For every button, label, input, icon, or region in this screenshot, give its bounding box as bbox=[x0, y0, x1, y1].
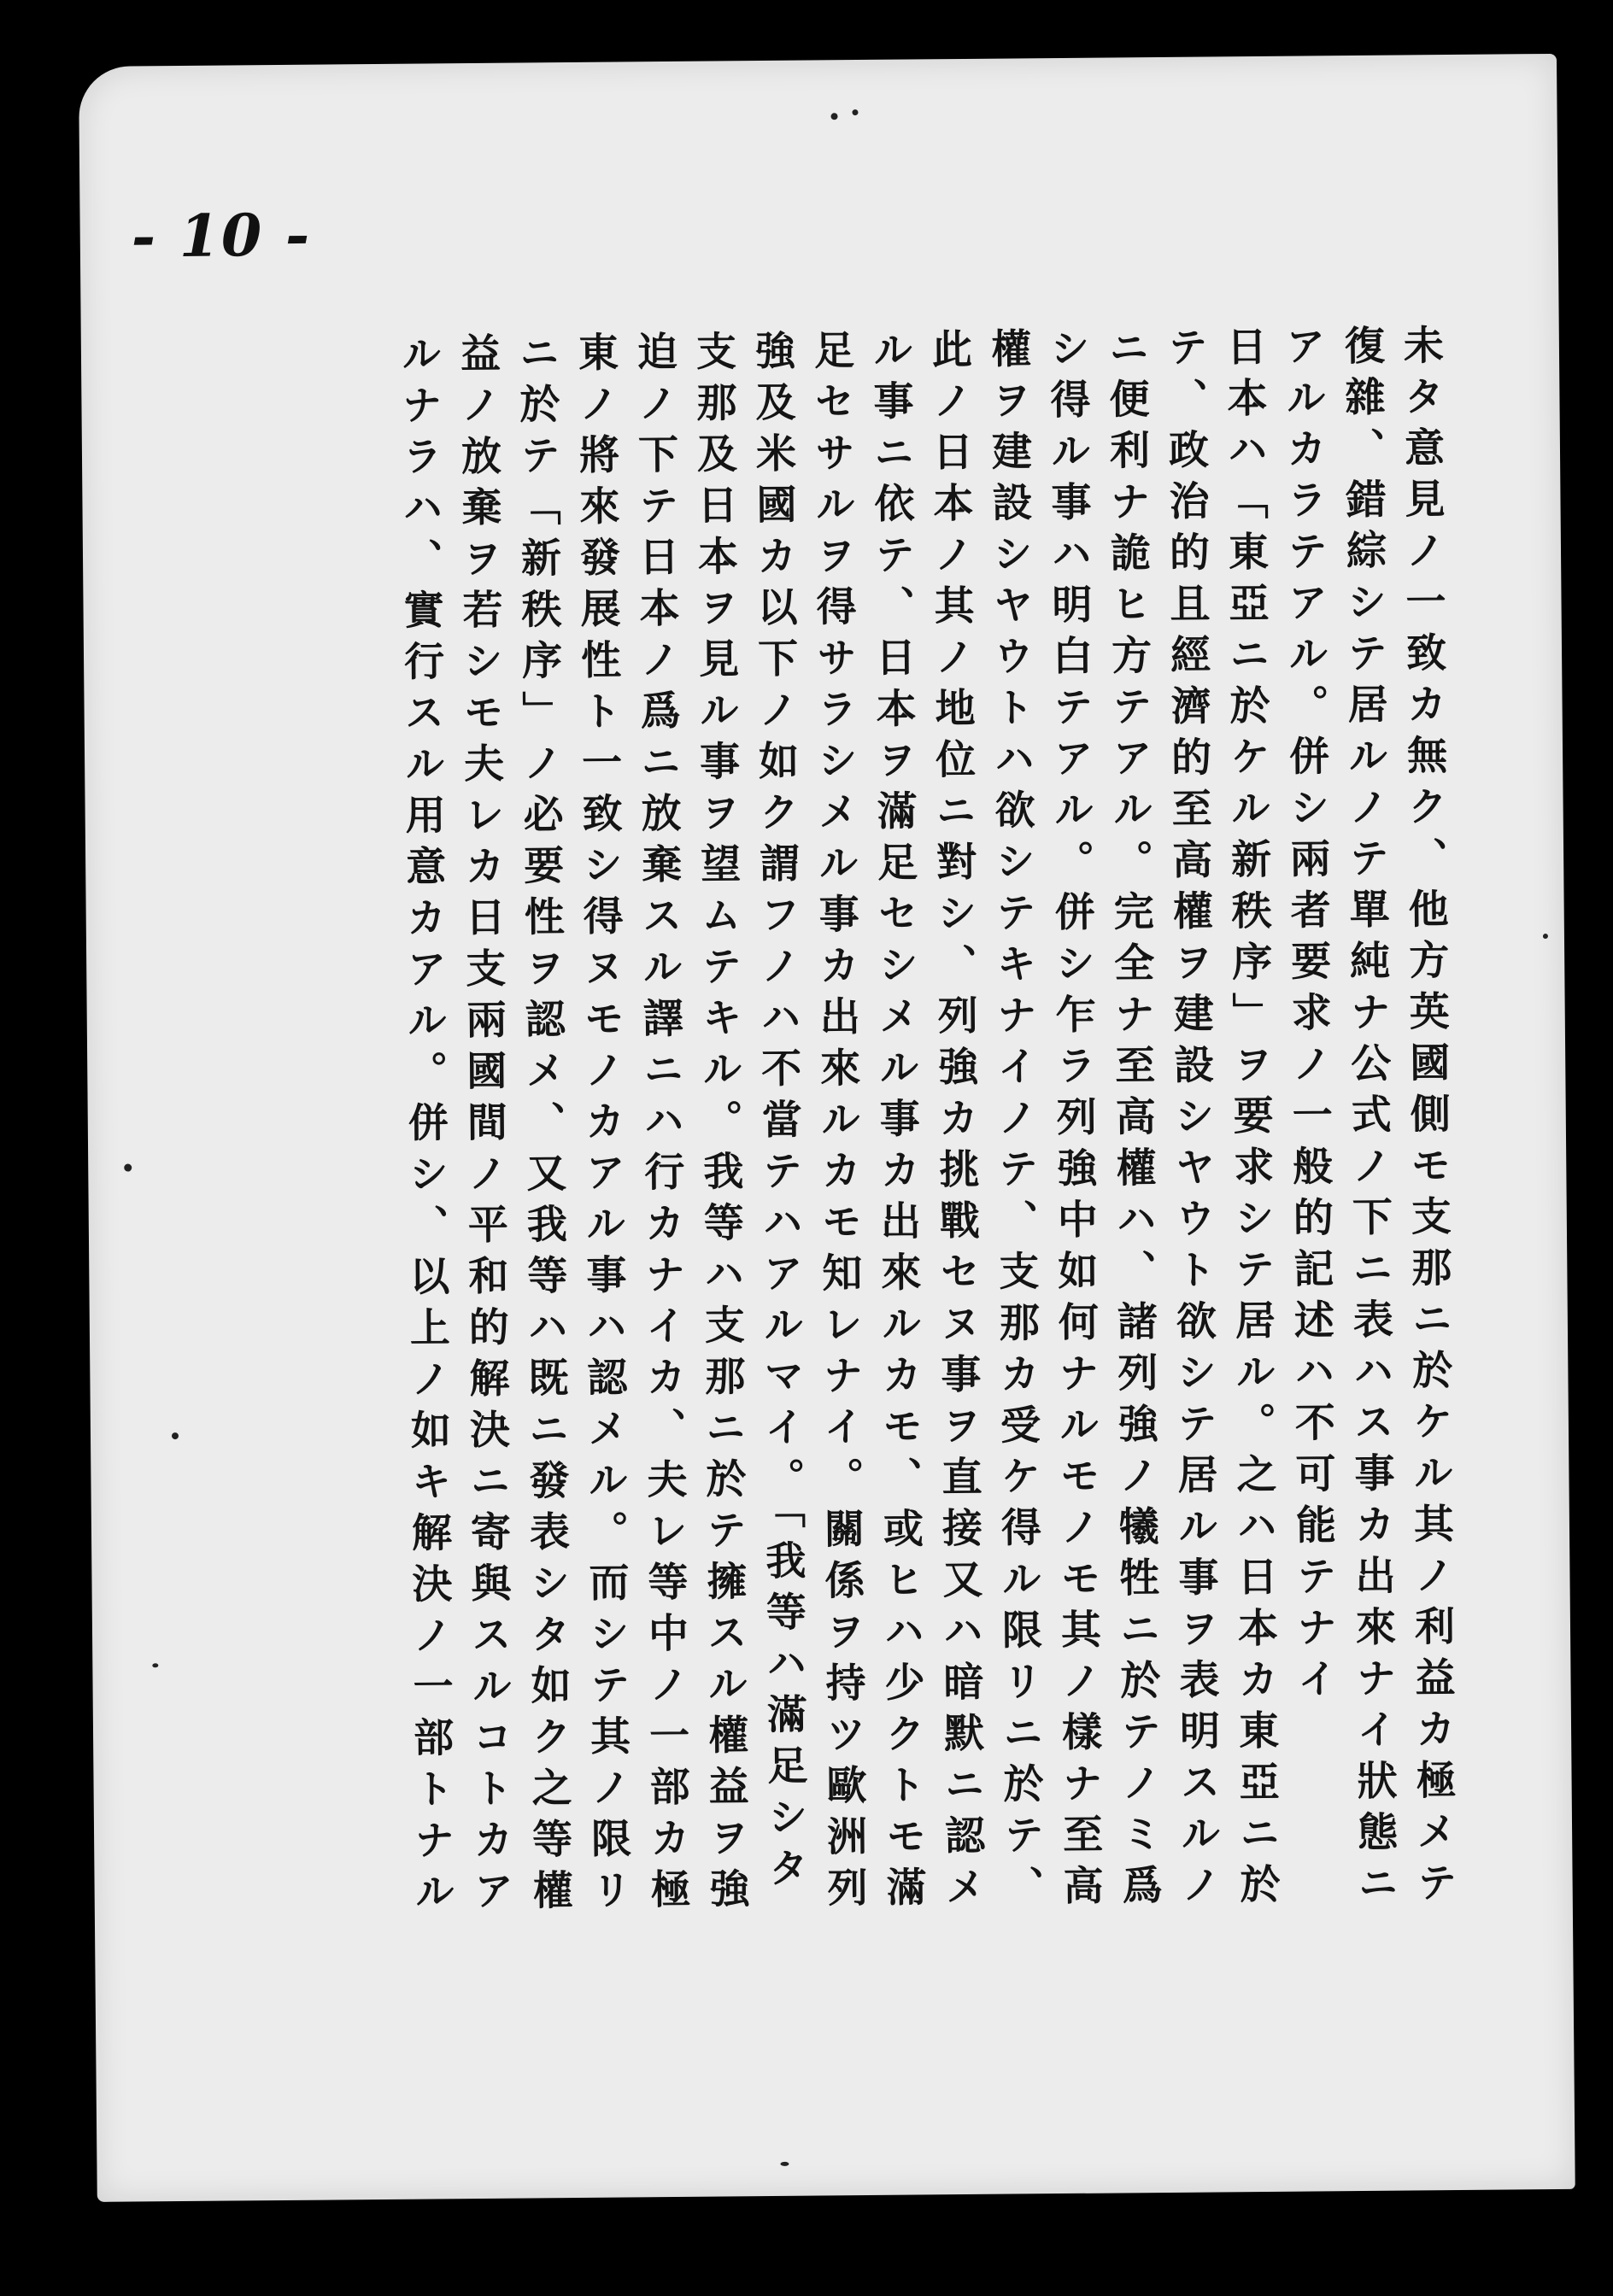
text-column: 支那及日本ヲ見ル事ヲ望ムテキル。我等ハ支那ニ於テ擁スル權益ヲ強 bbox=[689, 330, 750, 1919]
text-column: 足セサルヲ得サラシメル事カ出來ルカモ知レナイ。關係ヲ持ツ歐洲列 bbox=[806, 329, 868, 1918]
scan-speck bbox=[831, 113, 838, 120]
text-column: 強及米國カ以下ノ如ク謂フノハ不當テハアルマイ。「我等ハ滿足シタ bbox=[748, 329, 809, 1899]
text-column: ル事ニ依テ、日本ヲ滿足セシメル事カ出來ルカモ、或ヒハ少クトモ滿 bbox=[865, 328, 927, 1918]
text-column: ニ便利ナ詭ヒ方テアル。完全ナ至高權ハ、諸列強ノ犧牲ニ於テノミ爲 bbox=[1101, 326, 1163, 1916]
page-number: - 10 - bbox=[131, 201, 312, 272]
scan-speck bbox=[1543, 934, 1548, 939]
scan-speck bbox=[152, 1663, 158, 1667]
text-column: ルナラハ、實行スル用意カアル。併シ、以上ノ如キ解決ノ一部トナル bbox=[394, 332, 455, 1922]
vertical-text-body bbox=[389, 324, 1466, 2170]
document-page bbox=[79, 54, 1575, 2202]
text-column: シ得ル事ハ明白テアル。併シ乍ラ列強中如何ナルモノモ其ノ樣ナ至高 bbox=[1042, 326, 1104, 1917]
scan-speck bbox=[172, 1432, 179, 1439]
text-column: テ、政治的且經濟的至高權ヲ建設シヤウト欲シテ居ル事ヲ表明スルノ bbox=[1160, 325, 1222, 1915]
text-column: 日本ハ「東亞ニ於ケル新秩序」ヲ要求シテ居ル。之ハ日本カ東亞ニ於 bbox=[1219, 325, 1281, 1915]
text-column: 此ノ日本ノ其ノ地位ニ對シ、列強カ挑戰セヌ事ヲ直接又ハ暗默ニ認メ bbox=[924, 327, 986, 1918]
text-column: 權ヲ建設シヤウトハ欲シテキナイノテ、支那カ受ケ得ル限リニ於テ、 bbox=[983, 327, 1045, 1917]
scan-speck bbox=[852, 109, 858, 115]
text-column: 迫ノ下テ日本ノ爲ニ放棄スル譯ニハ行カナイカ、夫レ等中ノ一部カ極 bbox=[630, 330, 691, 1920]
scan-speck bbox=[124, 1164, 132, 1172]
text-column: アルカラテアル。併シ兩者要求ノ一般的記述ハ不可能テナイ bbox=[1278, 325, 1338, 1709]
text-column: ニ於テ「新秩序」ノ必要性ヲ認メ、又我等ハ既ニ發表シタ如ク之等權 bbox=[512, 331, 573, 1921]
text-column: 益ノ放棄ヲ若シモ夫レカ日支兩國間ノ平和的解決ニ寄與スルコトカア bbox=[453, 331, 514, 1922]
text-column: 復雜、錯綜シテ居ルノテ單純ナ公式ノ下ニ表ハス事カ出來ナイ狀態ニ bbox=[1337, 324, 1399, 1914]
text-column: 未タ意見ノ一致カ無ク、他方英國側モ支那ニ於ケル其ノ利益カ極メテ bbox=[1396, 324, 1458, 1913]
text-column: 東ノ將來發展性ト一致シ得ヌモノカアル事ハ認メル。而シテ其ノ限リ bbox=[571, 331, 632, 1920]
